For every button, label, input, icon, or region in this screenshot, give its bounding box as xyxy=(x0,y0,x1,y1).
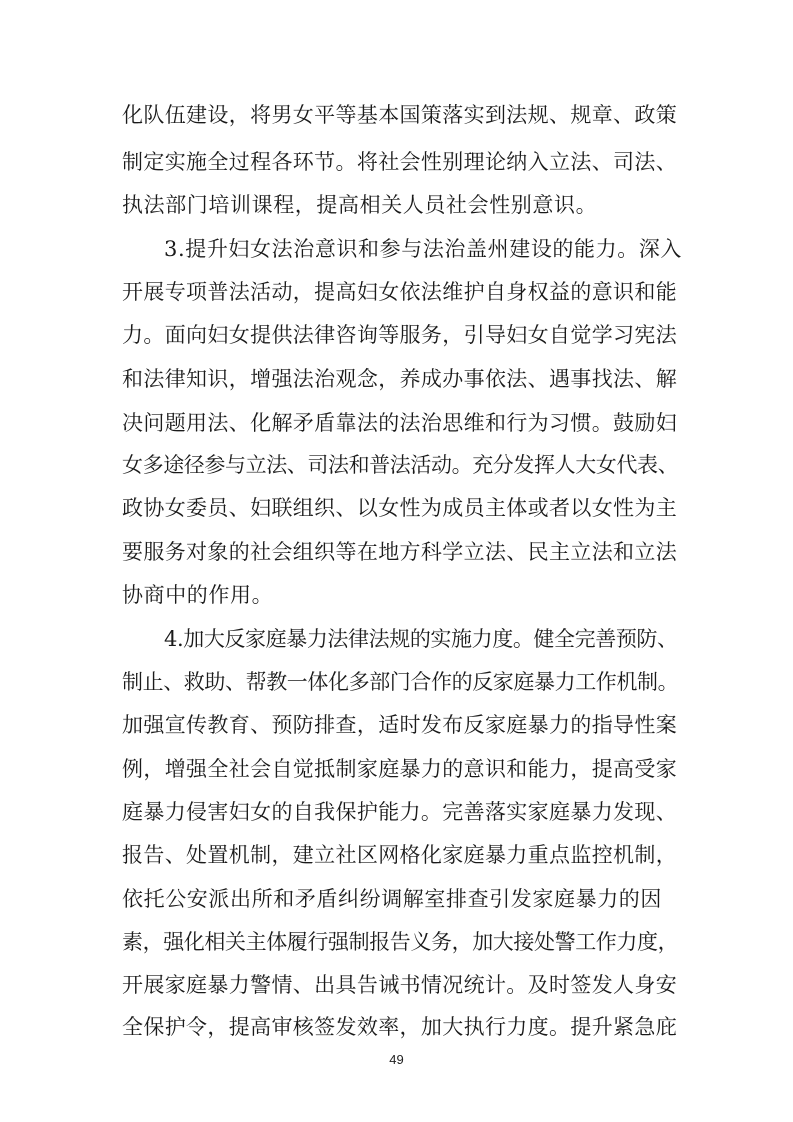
text-line-18: 报告、处置机制，建立社区网格化家庭暴力重点监控机制， xyxy=(122,843,678,867)
text-line-14: 制止、救助、帮教一体化多部门合作的反家庭暴力工作机制。 xyxy=(122,670,679,694)
text-line-13: 4.加大反家庭暴力法律法规的实施力度。健全完善预防、 xyxy=(164,627,678,651)
text-line-9: 女多途径参与立法、司法和普法活动。充分发挥人大女代表、 xyxy=(122,453,679,477)
text-line-16: 例，增强全社会自觉抵制家庭暴力的意识和能力，提高受家 xyxy=(122,757,678,781)
text-line-19: 依托公安派出所和矛盾纠纷调解室排查引发家庭暴力的因 xyxy=(122,887,662,911)
text-line-6: 力。面向妇女提供法律咨询等服务，引导妇女自觉学习宪法 xyxy=(122,323,678,347)
text-line-20: 素，强化相关主体履行强制报告义务，加大接处警工作力度， xyxy=(122,930,679,954)
page-number: 49 xyxy=(389,1052,404,1067)
text-line-22: 全保护令，提高审核签发效率，加大执行力度。提升紧急庇 xyxy=(122,1015,678,1039)
text-line-10: 政协女委员、妇联组织、以女性为成员主体或者以女性为主 xyxy=(122,496,678,520)
text-line-15: 加强宣传教育、预防排查，适时发布反家庭暴力的指导性案 xyxy=(122,713,678,737)
text-line-7: 和法律知识，增强法治观念，养成办事依法、遇事找法、解 xyxy=(122,367,678,391)
text-line-21: 开展家庭暴力警情、出具告诫书情况统计。及时签发人身安 xyxy=(122,973,678,997)
text-line-5: 开展专项普法活动，提高妇女依法维护自身权益的意识和能 xyxy=(122,280,678,304)
text-line-8: 决问题用法、化解矛盾靠法的法治思维和行为习惯。鼓励妇 xyxy=(122,411,678,435)
text-line-11: 要服务对象的社会组织等在地方科学立法、民主立法和立法 xyxy=(122,540,678,564)
text-line-2: 制定实施全过程各环节。将社会性别理论纳入立法、司法、 xyxy=(122,150,678,174)
text-line-4: 3.提升妇女法治意识和参与法治盖州建设的能力。深入 xyxy=(164,237,683,261)
text-line-1: 化队伍建设，将男女平等基本国策落实到法规、规章、政策 xyxy=(122,103,678,127)
text-line-3: 执法部门培训课程，提高相关人员社会性别意识。 xyxy=(122,193,598,217)
text-line-12: 协商中的作用。 xyxy=(122,583,274,607)
text-line-17: 庭暴力侵害妇女的自我保护能力。完善落实家庭暴力发现、 xyxy=(122,800,678,824)
